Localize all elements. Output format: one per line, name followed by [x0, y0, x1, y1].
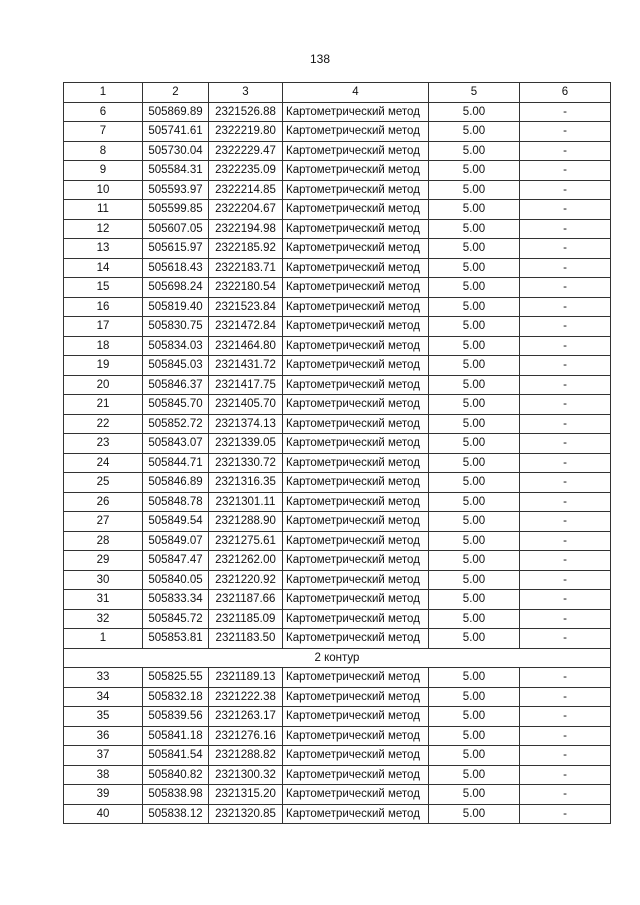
cell-point-number: 18 — [64, 336, 143, 356]
cell-x-coordinate: 505839.56 — [143, 707, 209, 727]
cell-accuracy: 5.00 — [429, 492, 520, 512]
cell-x-coordinate: 505853.81 — [143, 629, 209, 649]
cell-note: - — [520, 122, 611, 142]
cell-note: - — [520, 453, 611, 473]
table-row — [64, 453, 611, 473]
cell-method: Картометрический метод — [283, 746, 429, 766]
cell-x-coordinate: 505846.89 — [143, 473, 209, 493]
cell-point-number: 17 — [64, 317, 143, 337]
cell-note: - — [520, 609, 611, 629]
cell-point-number: 10 — [64, 180, 143, 200]
cell-y-coordinate: 2321526.88 — [209, 102, 283, 122]
cell-method: Картометрический метод — [283, 453, 429, 473]
cell-point-number: 1 — [64, 629, 143, 649]
cell-method: Картометрический метод — [283, 200, 429, 220]
cell-x-coordinate: 505849.54 — [143, 512, 209, 532]
cell-point-number: 8 — [64, 141, 143, 161]
cell-accuracy: 5.00 — [429, 590, 520, 610]
cell-method: Картометрический метод — [283, 473, 429, 493]
cell-accuracy: 5.00 — [429, 687, 520, 707]
cell-method: Картометрический метод — [283, 375, 429, 395]
cell-x-coordinate: 505741.61 — [143, 122, 209, 142]
cell-y-coordinate: 2321183.50 — [209, 629, 283, 649]
table-row — [64, 687, 611, 707]
cell-x-coordinate: 505825.55 — [143, 668, 209, 688]
column-header: 4 — [283, 83, 429, 103]
table-row — [64, 375, 611, 395]
cell-method: Картометрический метод — [283, 141, 429, 161]
cell-y-coordinate: 2321339.05 — [209, 434, 283, 454]
cell-y-coordinate: 2322235.09 — [209, 161, 283, 181]
table-row — [64, 297, 611, 317]
cell-x-coordinate: 505840.82 — [143, 765, 209, 785]
cell-method: Картометрический метод — [283, 551, 429, 571]
table-row — [64, 629, 611, 649]
cell-y-coordinate: 2322185.92 — [209, 239, 283, 259]
cell-x-coordinate: 505841.54 — [143, 746, 209, 766]
cell-y-coordinate: 2322219.80 — [209, 122, 283, 142]
cell-point-number: 34 — [64, 687, 143, 707]
cell-x-coordinate: 505843.07 — [143, 434, 209, 454]
cell-y-coordinate: 2321189.13 — [209, 668, 283, 688]
cell-note: - — [520, 141, 611, 161]
cell-method: Картометрический метод — [283, 414, 429, 434]
cell-point-number: 27 — [64, 512, 143, 532]
cell-point-number: 13 — [64, 239, 143, 259]
cell-point-number: 35 — [64, 707, 143, 727]
cell-x-coordinate: 505615.97 — [143, 239, 209, 259]
cell-method: Картометрический метод — [283, 122, 429, 142]
cell-point-number: 12 — [64, 219, 143, 239]
cell-method: Картометрический метод — [283, 668, 429, 688]
cell-point-number: 25 — [64, 473, 143, 493]
cell-accuracy: 5.00 — [429, 414, 520, 434]
cell-y-coordinate: 2322180.54 — [209, 278, 283, 298]
cell-x-coordinate: 505834.03 — [143, 336, 209, 356]
cell-y-coordinate: 2321288.90 — [209, 512, 283, 532]
cell-method: Картометрический метод — [283, 102, 429, 122]
cell-y-coordinate: 2321300.32 — [209, 765, 283, 785]
cell-point-number: 16 — [64, 297, 143, 317]
table-row — [64, 122, 611, 142]
cell-point-number: 19 — [64, 356, 143, 376]
cell-note: - — [520, 531, 611, 551]
cell-note: - — [520, 161, 611, 181]
cell-accuracy: 5.00 — [429, 629, 520, 649]
cell-x-coordinate: 505833.34 — [143, 590, 209, 610]
cell-x-coordinate: 505593.97 — [143, 180, 209, 200]
cell-y-coordinate: 2321220.92 — [209, 570, 283, 590]
cell-note: - — [520, 687, 611, 707]
cell-note: - — [520, 356, 611, 376]
section-row — [64, 648, 611, 668]
cell-method: Картометрический метод — [283, 180, 429, 200]
table-row — [64, 336, 611, 356]
table-row — [64, 570, 611, 590]
cell-method: Картометрический метод — [283, 707, 429, 727]
cell-method: Картометрический метод — [283, 317, 429, 337]
cell-accuracy: 5.00 — [429, 141, 520, 161]
cell-y-coordinate: 2321276.16 — [209, 726, 283, 746]
cell-accuracy: 5.00 — [429, 395, 520, 415]
cell-method: Картометрический метод — [283, 278, 429, 298]
cell-accuracy: 5.00 — [429, 278, 520, 298]
cell-accuracy: 5.00 — [429, 746, 520, 766]
cell-x-coordinate: 505832.18 — [143, 687, 209, 707]
cell-x-coordinate: 505849.07 — [143, 531, 209, 551]
cell-y-coordinate: 2322204.67 — [209, 200, 283, 220]
cell-method: Картометрический метод — [283, 161, 429, 181]
table-row — [64, 395, 611, 415]
table-row — [64, 707, 611, 727]
cell-y-coordinate: 2321417.75 — [209, 375, 283, 395]
cell-x-coordinate: 505599.85 — [143, 200, 209, 220]
cell-point-number: 37 — [64, 746, 143, 766]
cell-y-coordinate: 2321330.72 — [209, 453, 283, 473]
cell-y-coordinate: 2321464.80 — [209, 336, 283, 356]
table-row — [64, 317, 611, 337]
cell-method: Картометрический метод — [283, 219, 429, 239]
cell-note: - — [520, 590, 611, 610]
cell-point-number: 28 — [64, 531, 143, 551]
cell-method: Картометрический метод — [283, 590, 429, 610]
table-row — [64, 239, 611, 259]
cell-point-number: 7 — [64, 122, 143, 142]
cell-x-coordinate: 505618.43 — [143, 258, 209, 278]
cell-accuracy: 5.00 — [429, 375, 520, 395]
table-row — [64, 278, 611, 298]
table-row — [64, 551, 611, 571]
cell-accuracy: 5.00 — [429, 453, 520, 473]
cell-note: - — [520, 258, 611, 278]
cell-point-number: 26 — [64, 492, 143, 512]
cell-point-number: 9 — [64, 161, 143, 181]
table-row — [64, 200, 611, 220]
cell-note: - — [520, 804, 611, 824]
cell-note: - — [520, 180, 611, 200]
cell-accuracy: 5.00 — [429, 726, 520, 746]
cell-point-number: 36 — [64, 726, 143, 746]
cell-accuracy: 5.00 — [429, 356, 520, 376]
cell-note: - — [520, 219, 611, 239]
cell-x-coordinate: 505844.71 — [143, 453, 209, 473]
cell-point-number: 40 — [64, 804, 143, 824]
cell-y-coordinate: 2321315.20 — [209, 785, 283, 805]
coordinates-table-body — [64, 83, 611, 824]
column-header: 6 — [520, 83, 611, 103]
cell-y-coordinate: 2321187.66 — [209, 590, 283, 610]
cell-point-number: 29 — [64, 551, 143, 571]
cell-accuracy: 5.00 — [429, 765, 520, 785]
table-row — [64, 785, 611, 805]
cell-method: Картометрический метод — [283, 531, 429, 551]
cell-method: Картометрический метод — [283, 434, 429, 454]
cell-point-number: 31 — [64, 590, 143, 610]
table-row — [64, 590, 611, 610]
coordinates-table — [63, 82, 611, 824]
cell-x-coordinate: 505846.37 — [143, 375, 209, 395]
cell-x-coordinate: 505838.12 — [143, 804, 209, 824]
table-row — [64, 492, 611, 512]
cell-accuracy: 5.00 — [429, 512, 520, 532]
table-row — [64, 531, 611, 551]
table-row — [64, 102, 611, 122]
cell-note: - — [520, 297, 611, 317]
cell-point-number: 30 — [64, 570, 143, 590]
cell-point-number: 39 — [64, 785, 143, 805]
cell-point-number: 15 — [64, 278, 143, 298]
cell-method: Картометрический метод — [283, 726, 429, 746]
cell-note: - — [520, 434, 611, 454]
cell-note: - — [520, 629, 611, 649]
cell-method: Картометрический метод — [283, 336, 429, 356]
cell-y-coordinate: 2322194.98 — [209, 219, 283, 239]
cell-point-number: 20 — [64, 375, 143, 395]
table-row — [64, 141, 611, 161]
cell-y-coordinate: 2321222.38 — [209, 687, 283, 707]
cell-x-coordinate: 505845.70 — [143, 395, 209, 415]
cell-point-number: 22 — [64, 414, 143, 434]
cell-method: Картометрический метод — [283, 570, 429, 590]
cell-x-coordinate: 505730.04 — [143, 141, 209, 161]
cell-note: - — [520, 375, 611, 395]
cell-accuracy: 5.00 — [429, 785, 520, 805]
cell-accuracy: 5.00 — [429, 297, 520, 317]
cell-method: Картометрический метод — [283, 239, 429, 259]
section-label: 2 контур — [64, 648, 611, 668]
cell-x-coordinate: 505840.05 — [143, 570, 209, 590]
cell-accuracy: 5.00 — [429, 531, 520, 551]
cell-note: - — [520, 746, 611, 766]
cell-note: - — [520, 707, 611, 727]
cell-note: - — [520, 492, 611, 512]
cell-note: - — [520, 785, 611, 805]
table-row — [64, 512, 611, 532]
cell-y-coordinate: 2321288.82 — [209, 746, 283, 766]
cell-y-coordinate: 2321262.00 — [209, 551, 283, 571]
cell-accuracy: 5.00 — [429, 804, 520, 824]
cell-x-coordinate: 505830.75 — [143, 317, 209, 337]
cell-y-coordinate: 2321405.70 — [209, 395, 283, 415]
cell-method: Картометрический метод — [283, 258, 429, 278]
cell-point-number: 38 — [64, 765, 143, 785]
table-row — [64, 161, 611, 181]
cell-point-number: 6 — [64, 102, 143, 122]
cell-point-number: 11 — [64, 200, 143, 220]
cell-x-coordinate: 505845.72 — [143, 609, 209, 629]
cell-point-number: 32 — [64, 609, 143, 629]
cell-note: - — [520, 317, 611, 337]
cell-method: Картометрический метод — [283, 765, 429, 785]
cell-accuracy: 5.00 — [429, 473, 520, 493]
table-row — [64, 219, 611, 239]
cell-x-coordinate: 505607.05 — [143, 219, 209, 239]
cell-x-coordinate: 505869.89 — [143, 102, 209, 122]
cell-method: Картометрический метод — [283, 687, 429, 707]
cell-accuracy: 5.00 — [429, 707, 520, 727]
table-row — [64, 356, 611, 376]
cell-y-coordinate: 2322183.71 — [209, 258, 283, 278]
cell-note: - — [520, 668, 611, 688]
cell-note: - — [520, 765, 611, 785]
cell-point-number: 14 — [64, 258, 143, 278]
table-row — [64, 609, 611, 629]
cell-accuracy: 5.00 — [429, 317, 520, 337]
cell-accuracy: 5.00 — [429, 336, 520, 356]
cell-accuracy: 5.00 — [429, 258, 520, 278]
cell-x-coordinate: 505847.47 — [143, 551, 209, 571]
cell-x-coordinate: 505584.31 — [143, 161, 209, 181]
cell-accuracy: 5.00 — [429, 161, 520, 181]
cell-accuracy: 5.00 — [429, 219, 520, 239]
cell-point-number: 21 — [64, 395, 143, 415]
table-row — [64, 434, 611, 454]
cell-point-number: 24 — [64, 453, 143, 473]
cell-y-coordinate: 2322229.47 — [209, 141, 283, 161]
cell-point-number: 33 — [64, 668, 143, 688]
cell-note: - — [520, 473, 611, 493]
cell-accuracy: 5.00 — [429, 668, 520, 688]
cell-method: Картометрический метод — [283, 356, 429, 376]
cell-y-coordinate: 2321275.61 — [209, 531, 283, 551]
cell-y-coordinate: 2321301.11 — [209, 492, 283, 512]
cell-accuracy: 5.00 — [429, 239, 520, 259]
cell-y-coordinate: 2321263.17 — [209, 707, 283, 727]
page-number: 138 — [309, 52, 331, 66]
cell-accuracy: 5.00 — [429, 434, 520, 454]
cell-y-coordinate: 2322214.85 — [209, 180, 283, 200]
cell-y-coordinate: 2321523.84 — [209, 297, 283, 317]
cell-accuracy: 5.00 — [429, 570, 520, 590]
cell-method: Картометрический метод — [283, 512, 429, 532]
cell-y-coordinate: 2321431.72 — [209, 356, 283, 376]
column-header: 3 — [209, 83, 283, 103]
cell-y-coordinate: 2321185.09 — [209, 609, 283, 629]
cell-x-coordinate: 505848.78 — [143, 492, 209, 512]
cell-y-coordinate: 2321374.13 — [209, 414, 283, 434]
cell-x-coordinate: 505852.72 — [143, 414, 209, 434]
cell-method: Картометрический метод — [283, 492, 429, 512]
cell-accuracy: 5.00 — [429, 609, 520, 629]
column-header: 1 — [64, 83, 143, 103]
table-row — [64, 180, 611, 200]
table-row — [64, 726, 611, 746]
cell-x-coordinate: 505845.03 — [143, 356, 209, 376]
cell-accuracy: 5.00 — [429, 102, 520, 122]
table-row — [64, 668, 611, 688]
cell-method: Картометрический метод — [283, 395, 429, 415]
cell-method: Картометрический метод — [283, 804, 429, 824]
cell-note: - — [520, 570, 611, 590]
cell-x-coordinate: 505841.18 — [143, 726, 209, 746]
cell-method: Картометрический метод — [283, 629, 429, 649]
cell-method: Картометрический метод — [283, 609, 429, 629]
cell-note: - — [520, 239, 611, 259]
cell-note: - — [520, 200, 611, 220]
cell-note: - — [520, 278, 611, 298]
cell-x-coordinate: 505838.98 — [143, 785, 209, 805]
cell-y-coordinate: 2321316.35 — [209, 473, 283, 493]
cell-accuracy: 5.00 — [429, 122, 520, 142]
cell-point-number: 23 — [64, 434, 143, 454]
cell-accuracy: 5.00 — [429, 200, 520, 220]
cell-x-coordinate: 505698.24 — [143, 278, 209, 298]
cell-method: Картометрический метод — [283, 297, 429, 317]
table-header-row — [64, 83, 611, 103]
cell-accuracy: 5.00 — [429, 551, 520, 571]
cell-note: - — [520, 512, 611, 532]
cell-y-coordinate: 2321320.85 — [209, 804, 283, 824]
cell-note: - — [520, 102, 611, 122]
table-row — [64, 804, 611, 824]
table-row — [64, 746, 611, 766]
table-row — [64, 258, 611, 278]
cell-method: Картометрический метод — [283, 785, 429, 805]
cell-accuracy: 5.00 — [429, 180, 520, 200]
column-header: 5 — [429, 83, 520, 103]
column-header: 2 — [143, 83, 209, 103]
cell-y-coordinate: 2321472.84 — [209, 317, 283, 337]
table-row — [64, 765, 611, 785]
cell-note: - — [520, 551, 611, 571]
cell-note: - — [520, 414, 611, 434]
cell-note: - — [520, 726, 611, 746]
cell-note: - — [520, 336, 611, 356]
table-row — [64, 414, 611, 434]
cell-x-coordinate: 505819.40 — [143, 297, 209, 317]
table-row — [64, 473, 611, 493]
cell-note: - — [520, 395, 611, 415]
